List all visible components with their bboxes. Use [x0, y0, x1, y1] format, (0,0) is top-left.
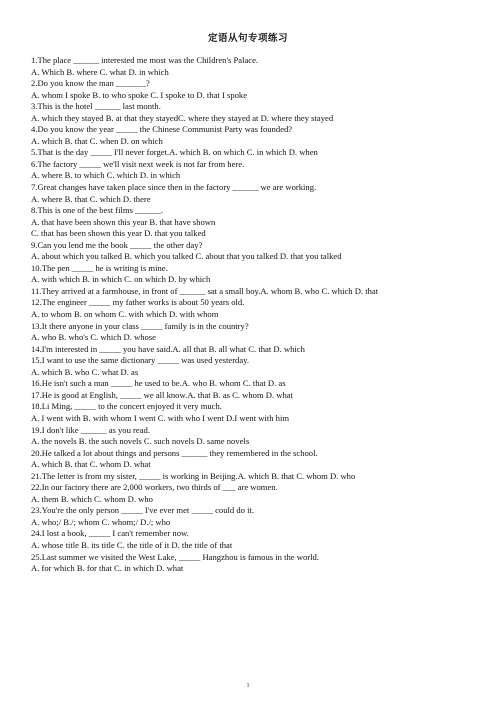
- exercise-line: A. which B. that C. when D. on which: [31, 135, 163, 146]
- exercise-line: 14.I'm interested in _____ you have said.A. all that B. all what C. that D. which: [31, 343, 305, 354]
- exercise-line: 23.You're the only person _____ I've ever met _____ could do it.: [31, 505, 255, 516]
- exercise-line: A. whose title B. its title C. the title of it D. the title of that: [31, 539, 233, 550]
- exercise-line: 20.He talked a lot about things and persons ______ they remembered in the school.: [31, 447, 318, 458]
- exercise-line: 10.The pen _____ he is writing is mine.: [31, 262, 168, 273]
- exercise-line: A. with which B. in which C. on which D. by which: [31, 274, 211, 285]
- exercise-line: 25.Last summer we visited the West Lake, _____ Hangzhou is famous in the world.: [31, 551, 319, 562]
- exercise-line: A. that have been shown this year B. that have shown: [31, 216, 216, 227]
- exercise-line: 7.Great changes have taken place since then in the factory ______ we are working.: [31, 182, 317, 193]
- exercise-line: A. for which B. for that C. in which D. what: [31, 563, 184, 574]
- exercise-line: 1.The place ______ interested me most was the Children's Palace.: [31, 55, 259, 65]
- exercise-line: A. the novels B. the such novels C. such novels D. same novels: [31, 436, 250, 447]
- exercise-line: A. which B. who C. what D. as: [31, 366, 139, 377]
- exercise-line: 24.I lost a book, _____ I can't remember now.: [31, 528, 189, 539]
- exercise-line: 19.I don't like ______ as you read.: [31, 424, 150, 435]
- exercise-line: 5.That is the day _____ I'll never forget.A. which B. on which C. in which D. when: [31, 147, 318, 158]
- exercise-line: A. Which B. where C. what D. in which: [31, 66, 169, 77]
- page-number: 1: [246, 683, 250, 689]
- page-title: 定语从句专项练习: [207, 33, 288, 44]
- exercise-line: A. them B. which C. whom D. who: [31, 493, 153, 504]
- exercise-line: 11.They arrived at a farmhouse, in front of ______ sat a small boy.A. whom B. who C. which D. that: [31, 285, 379, 296]
- exercise-line: 6.The factory _____ we'll visit next week is not far from here.: [31, 158, 245, 169]
- exercise-line: 8.This is one of the best films ______.: [31, 205, 163, 216]
- exercise-line: 12.The engineer _____ my father works is about 50 years old.: [31, 297, 245, 308]
- exercise-line: A. about which you talked B. which you talked C. about that you talked D. that you talked: [31, 251, 342, 262]
- exercise-line: 13.It there anyone in your class _____ family is in the country?: [31, 320, 249, 331]
- exercise-line: A. to whom B. on whom C. with which D. with whom: [31, 309, 219, 320]
- exercise-line: 2.Do you know the man _______?: [31, 78, 150, 89]
- exercise-line: 17.He is good at English, _____ we all know.A. that B. as C. whom D. what: [31, 389, 294, 400]
- exercise-line: A. who B. who's C. which D. whose: [31, 332, 156, 343]
- exercise-line: A. where B. to which C. which D. in which: [31, 170, 181, 181]
- exercise-line: 9.Can you lend me the book _____ the other day?: [31, 239, 203, 250]
- exercise-line: 4.Do you know the year _____ the Chinese Communist Party was founded?: [31, 124, 293, 135]
- exercise-line: A. which they stayed B. at that they stayedC. where they stayed at D. where they stayed: [31, 112, 334, 123]
- exercise-line: 16.He isn't such a man _____ he used to be.A. who B. whom C. that D. as: [31, 378, 286, 389]
- exercise-line: 22.In our factory there are 2,000 workers, two thirds of ___ are women.: [31, 482, 278, 493]
- exercise-line: A. where B. that C. which D. there: [31, 193, 151, 204]
- exercise-line: 18.Li Ming, _____ to the concert enjoyed it very much.: [31, 401, 222, 412]
- exercise-line: A. I went with B. with whom I went C. with who I went D.I went with him: [31, 412, 290, 423]
- exercise-line: A. who;/ B./; whom C. whom;/ D./; who: [31, 516, 171, 527]
- exercise-line: 21.The letter is from my sister, _____ is working in Beijing.A. which B. that C. whom D. who: [31, 470, 356, 481]
- exercise-line: 3.This is the hotel ______ last month.: [31, 101, 161, 112]
- exercise-line: C. that has been shown this year D. that you talked: [31, 228, 206, 239]
- exercise-line: A. which B. that C. whom D. what: [31, 459, 151, 470]
- exercise-list: [31, 55, 471, 575]
- exercise-line: A. whom I spoke B. to who spoke C. I spoke to D. that I spoke: [31, 89, 248, 100]
- exercise-line: 15.I want to use the same dictionary _____ was used yesterday.: [31, 355, 250, 366]
